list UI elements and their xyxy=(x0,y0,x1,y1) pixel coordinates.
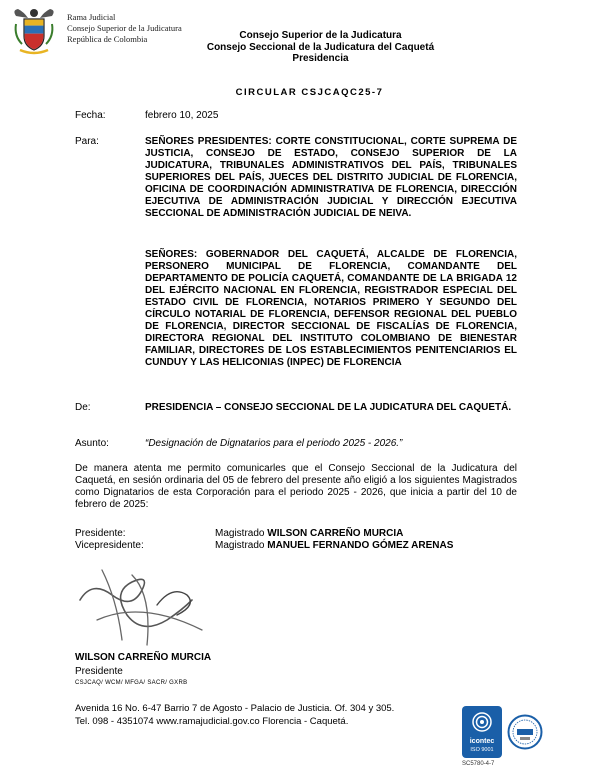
dignatario-title: Magistrado xyxy=(215,528,265,539)
iso-standard: ISO 9001 xyxy=(470,747,494,753)
dignatario-value-2 xyxy=(215,540,453,552)
reference-initials: CSJCAQ/ WCM/ MFGA/ SACR/ GXRB xyxy=(75,680,188,686)
dignatario-name: WILSON CARREÑO MURCIA xyxy=(267,528,404,539)
footer-address: Avenida 16 No. 6-47 Barrio 7 de Agosto - Palacio de Justicia. Of. 304 y 305. xyxy=(75,703,395,714)
iqnet-seal-icon xyxy=(507,714,543,750)
asunto-label: Asunto: xyxy=(75,438,109,449)
dignatario-name: MANUEL FERNANDO GÓMEZ ARENAS xyxy=(267,540,454,551)
header-line-2: Consejo Seccional de la Judicatura del Caquetá xyxy=(206,41,435,53)
header-line-1: Consejo Superior de la Judicatura xyxy=(239,30,402,41)
dignatario-title: Magistrado xyxy=(215,540,265,551)
de-value: PRESIDENCIA – CONSEJO SECCIONAL DE LA JUDICATURA DEL CAQUETÁ. xyxy=(145,402,512,413)
footer-contact xyxy=(75,703,394,728)
asunto-value: “Designación de Dignatarios para el periodo 2025 - 2026.” xyxy=(145,438,403,449)
fecha-value: febrero 10, 2025 xyxy=(145,110,219,121)
brand-line-3: República de Colombia xyxy=(67,34,148,44)
brand-line-1: Rama Judicial xyxy=(67,12,116,22)
fecha-label: Fecha: xyxy=(75,110,106,121)
signatory-name: WILSON CARREÑO MURCIA xyxy=(75,652,212,663)
de-label: De: xyxy=(75,402,91,413)
para-recipients-1: SEÑORES PRESIDENTES: CORTE CONSTITUCIONAL, CORTE SUPREMA DE JUSTICIA, CONSEJO DE ESTADO, CONSEJO SUPERIOR DE LA JUDICATURA, TRIBUNALES ADMINISTRATIVOS DEL PAÍS, TRIBUNALES SUPERIORES DEL PAÍS, JUECES DEL DISTRITO JUDICIAL DE FLORENCIA, OFICINA DE COORDINACIÓN ADMINISTRATIVA DE FLORENCIA, DIRECCIÓN EJECUTIVA DE ADMINISTRACIÓN JUDICIAL Y DIRECCIÓN EJECUTIVA SECCIONAL DE ADMINISTRACIÓN JUDICIAL DE NEIVA. xyxy=(145,136,517,219)
document-header xyxy=(0,30,591,65)
signatory-role: Presidente xyxy=(75,666,123,677)
circular-title: CIRCULAR CSJCAQC25-7 xyxy=(235,87,384,98)
brand-line-2: Consejo Superior de la Judicatura xyxy=(67,23,182,33)
dignatario-value-1 xyxy=(215,528,403,540)
certificate-code: SC5780-4-7 xyxy=(462,761,495,767)
para-label: Para: xyxy=(75,136,99,147)
dignatario-role: Vicepresidente: xyxy=(75,540,144,551)
dignatario-role: Presidente: xyxy=(75,528,126,539)
dignatario-row-2 xyxy=(75,540,144,552)
para-recipients-2: SEÑORES: GOBERNADOR DEL CAQUETÁ, ALCALDE DE FLORENCIA, PERSONERO MUNICIPAL DE FLORENCIA, COMANDANTE DEL DEPARTAMENTO DE POLICÍA CAQUETÁ, COMANDANTE DE LA BRIGADA 12 DEL EJÉRCITO NACIONAL EN FLORENCIA, REGISTRADOR ESPECIAL DEL ESTADO CIVIL DE FLORENCIA, NOTARIOS PRIMERO Y SEGUNDO DEL CÍRCULO NOTARIAL DE FLORENCIA, DEFENSOR REGIONAL DEL PUEBLO DE FLORENCIA, DIRECTOR SECCIONAL DE FISCALÍAS DE FLORENCIA, DIRECTORA REGIONAL DEL INSTITUTO COLOMBIANO DE BIENESTAR FAMILIAR, DIRECTORES DE LOS ESTABLECIMIENTOS PENITENCIARIOS EL CUNDUY Y LAS HELICONIAS (INPEC) DE FLORENCIA xyxy=(145,249,517,368)
icontec-swirl-icon xyxy=(471,711,493,733)
dignatario-row-1 xyxy=(75,528,126,540)
footer-phone-web: Tel. 098 - 4351074 www.ramajudicial.gov.co Florencia - Caquetá. xyxy=(75,715,349,727)
icontec-brand: icontec xyxy=(469,738,495,745)
header-line-3: Presidencia xyxy=(292,53,349,64)
handwritten-signature xyxy=(72,560,212,652)
body-paragraph: De manera atenta me permito comunicarles que el Consejo Seccional de la Judicatura del Caquetá, en sesión ordinaria del 05 de febrero del presente año eligió a los siguientes Magistrados como Dignatarios de esta Corporación para el periodo 2025 - 2026, que inicia a partir del 10 de febrero de 2025: xyxy=(75,463,517,510)
icontec-seal xyxy=(462,706,502,758)
